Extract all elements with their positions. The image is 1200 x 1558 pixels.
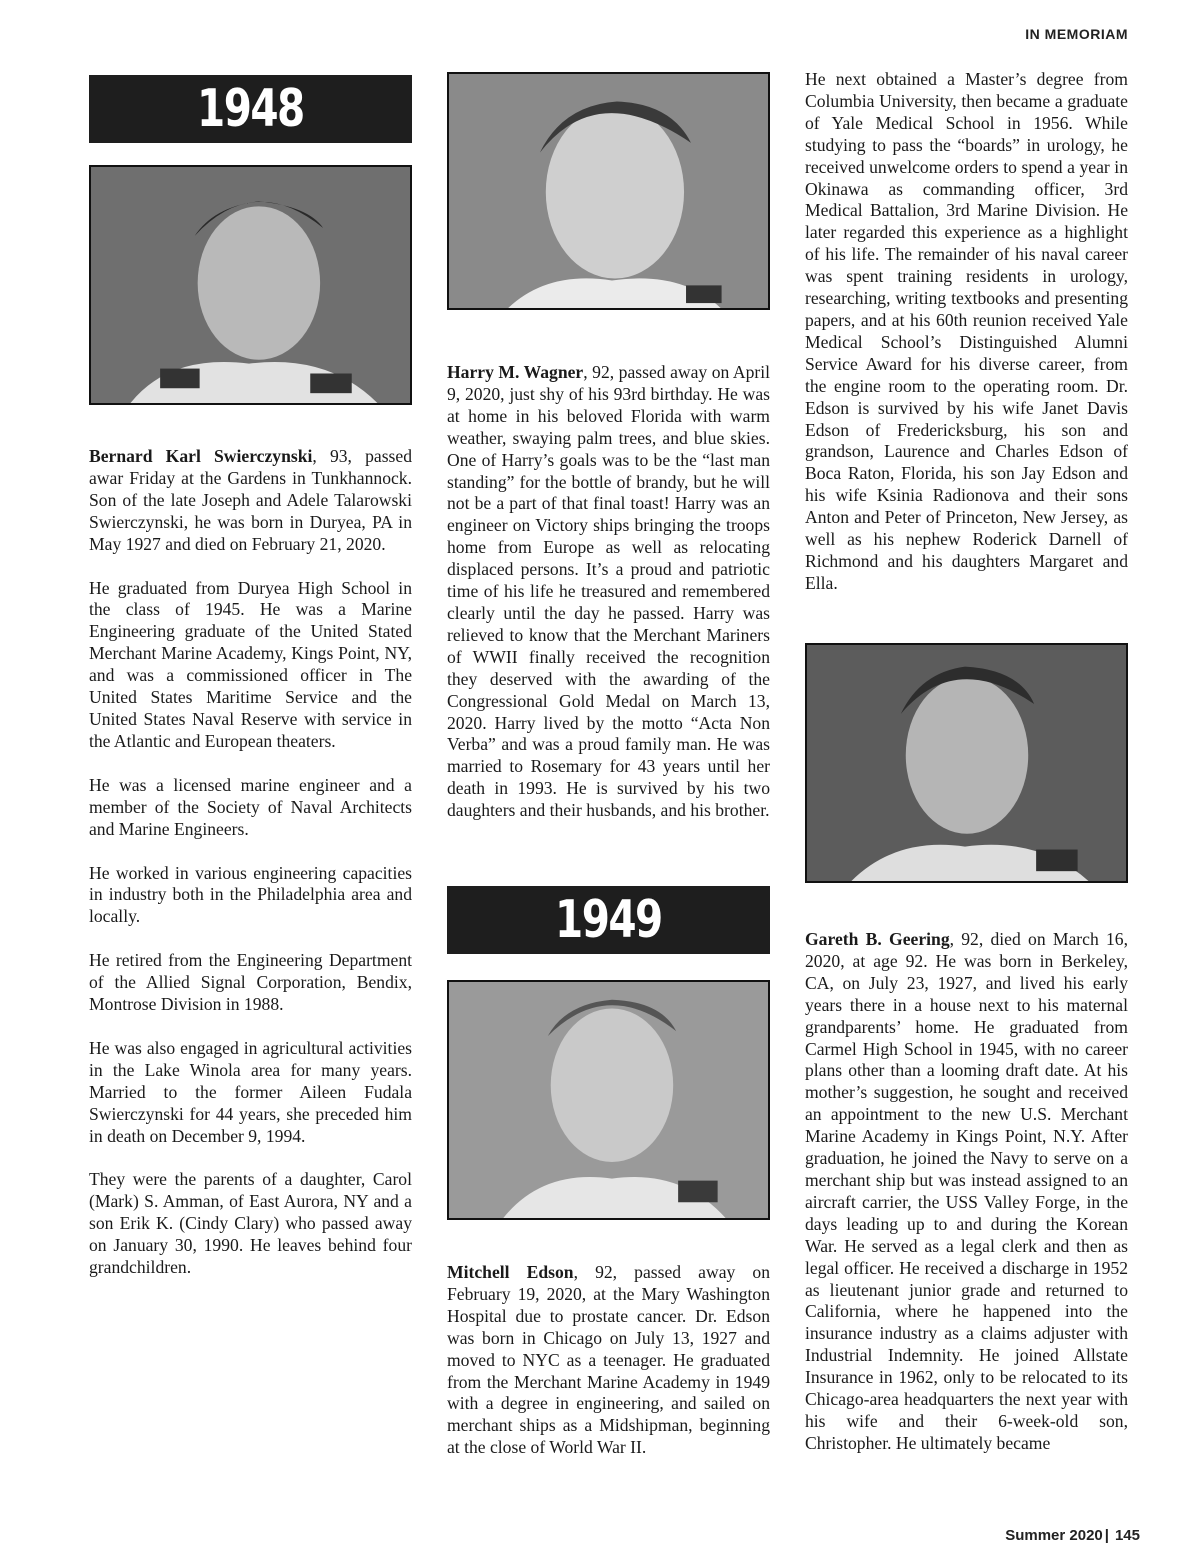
obituary-paragraph [447,1262,770,1459]
portrait-swierczynski-image [91,167,410,403]
portrait-wagner-image [449,74,768,308]
obituary-wagner [447,362,770,822]
obituary-paragraph: He next obtained a Master’s degree from Columbia University, then became a graduate of Yale Medical School in 1956. While studying to pass the “boards” in urology, he received unwelcome orders to spend a year in Okinawa as commanding officer, 3rd Medical Battalion, 3rd Marine Division. He later regarded this experience as a highlight of his life. The remainder of his naval career was spent training residents in urology, researching, writing textbooks and presenting papers, and at his 60th reunion received Yale Medical School’s Distinguished Alumni Service Award for his diverse career, from the engine room to the operating room. Dr. Edson is survived by his wife Janet Davis Edson of Fredericksburg, his son and grandson, Laurence and Charles Edson of Boca Raton, Florida, his son Jay Edson and his wife Ksinia Radionova and their sons Anton and Peter of Princeton, New Jersey, as well as his nephew Roderick Darnell of Richmond and his daughters Margaret and Ella. [805,69,1128,593]
portrait-geering [805,643,1128,883]
obituary-text: , 92, passed away on April 9, 2020, just shy of his 93rd birthday. He was at home in his beloved Florida with warm weather, swaying palm trees, and blue skies. One of Harry’s goals was to be the “last man standing” for the bottle of brandy, but he will not be a part of that final toast! Harry was an engineer on Victory ships bringing the troops home from Europe as well as relocating displaced persons. It’s a proud and patriotic time of his life he treasured and remembered clearly until the day he passed. Harry was relieved to know that the Merchant Mariners of WWII finally received the recognition they deserved with the awarding of the Congressional Gold Medal on March 13, 2020. Harry lived by the motto “Acta Non Verba” and was a proud family man. He was married to Rosemary for 43 years until her death in 1993. He is survived by his two daughters and their husbands, and his brother. [447,362,771,821]
page-footer [1005,1527,1140,1544]
obituary-edson-part1 [447,1262,770,1459]
obituary-geering [805,929,1128,1455]
obituary-text: , 92, passed away on February 19, 2020, at the Mary Washington Hospital due to prostate cancer. Dr. Edson was born in Chicago on July 13, 1927 and moved to NYC as a teenager. He graduated from the Merchant Marine Academy in 1949 with a degree in engineering, and sailed on merchant ships as a Midshipman, beginning at the close of World War II. [447,1262,770,1458]
obituary-paragraph [89,446,412,556]
issue-label: Summer 2020 [1005,1527,1103,1544]
deceased-name: Gareth B. Geering [805,929,950,949]
deceased-name: Bernard Karl Swierczynski [89,446,313,466]
portrait-edson [447,980,770,1220]
year-label-1949: 1949 [555,890,662,950]
year-label-1948: 1948 [197,79,304,139]
portrait-geering-image [807,645,1126,881]
obituary-paragraph: He graduated from Duryea High School in the class of 1945. He was a Marine Engineering graduate of the United Stated Merchant Marine Academy, Kings Point, NY, and was a commissioned officer in The United States Maritime Service and the United States Naval Reserve with service in the Atlantic and European theaters. [89,577,412,751]
year-banner-1949 [447,886,770,954]
obituary-paragraph: They were the parents of a daughter, Carol (Mark) S. Amman, of East Aurora, NY and a son Erik K. (Cindy Clary) who passed away on January 30, 1990. He leaves behind four grandchildren. [89,1169,412,1278]
obituary-swierczynski [89,446,412,1279]
year-banner-1948 [89,75,412,143]
deceased-name: Harry M. Wagner [447,362,584,382]
obituary-paragraph: He was a licensed marine engineer and a member of the Society of Naval Architects and Marine Engineers. [89,774,412,839]
obituary-paragraph [805,929,1128,1455]
obituary-paragraph: He retired from the Engineering Department of the Allied Signal Corporation, Bendix, Montrose Division in 1988. [89,950,412,1015]
obituary-text: , 92, died on March 16, 2020, at age 92. He was born in Berkeley, CA, on July 23, 1927, and lived his early years there in a house next to his maternal grandparents’ home. He graduated from Carmel High School in 1945, with no career plans other than a looming draft date. At his mother’s suggestion, he sought and received an appointment to the new U.S. Merchant Marine Academy in Kings Point, N.Y. After graduation, he joined the Navy to serve on a merchant ship but was instead assigned to an aircraft carrier, the USS Valley Forge, in the days leading up to and during the Korean War. He served as a legal clerk and then as legal officer. He received a discharge in 1952 as lieutenant junior grade and returned to California, where he happened into the insurance industry as a claims adjuster with Industrial Indemnity. He joined Allstate Insurance in 1962, only to be relocated to its Chicago-area headquarters the next year with his wife and their 6-week-old son, Christopher. He ultimately became [805,929,1128,1453]
portrait-swierczynski [89,165,412,405]
footer-separator: | [1104,1527,1109,1544]
obituary-paragraph: He worked in various engineering capacities in industry both in the Philadelphia area and locally. [89,862,412,927]
portrait-edson-image [449,982,768,1218]
section-label: IN MEMORIAM [1025,26,1128,42]
deceased-name: Mitchell Edson [447,1262,574,1282]
page-number: 145 [1114,1527,1140,1544]
portrait-wagner [447,72,770,310]
obituary-paragraph [447,362,770,822]
obituary-text: , 93, passed awar Friday at the Gardens in Tunkhannock. Son of the late Joseph and Adele Talarowski Swierczynski, he was born in Duryea, PA in May 1927 and died on February 21, 2020. [89,446,412,554]
obituary-edson-part2 [805,69,1128,595]
obituary-paragraph: He was also engaged in agricultural activities in the Lake Winola area for many years. Married to the former Aileen Fudala Swierczynski for 44 years, she preceded him in death on December 9, 1994. [89,1037,412,1146]
